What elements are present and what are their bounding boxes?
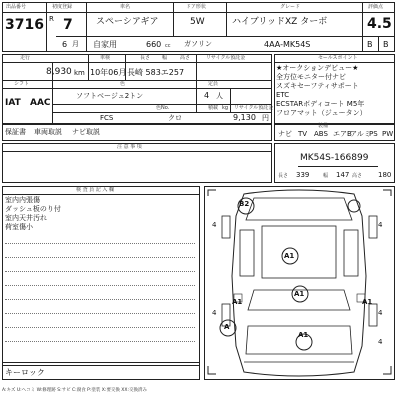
mark-b2: B2 bbox=[239, 200, 250, 208]
specs-block bbox=[2, 54, 272, 124]
frame-width: 147 bbox=[336, 171, 350, 179]
equip-airbag: エアB bbox=[333, 130, 352, 138]
specs-col-4 bbox=[196, 54, 197, 112]
frame-block bbox=[274, 143, 395, 183]
col-door bbox=[226, 2, 227, 36]
capacity-value: 4 bbox=[204, 91, 210, 100]
recycle-caption-2: リサイクル預託金 bbox=[234, 105, 274, 111]
notes-divider bbox=[2, 151, 272, 152]
use-type: 自家用 bbox=[93, 40, 117, 49]
reg-year: 7 bbox=[63, 17, 73, 33]
score-split bbox=[378, 36, 379, 52]
car-diagram bbox=[204, 186, 395, 380]
equip-alloy: アルミ bbox=[350, 130, 371, 138]
inspection-caption: 車検 bbox=[100, 55, 111, 61]
wheel-fr bbox=[369, 216, 377, 238]
reg-month-unit: 月 bbox=[72, 40, 79, 48]
bracket-tr bbox=[383, 190, 391, 196]
height-caption: 高さ bbox=[180, 55, 191, 61]
navi-manual-doc: ナビ取説 bbox=[72, 128, 100, 136]
frame-height: 180 bbox=[378, 171, 392, 179]
mileage-value: 8,930 bbox=[46, 67, 72, 77]
color-caption: 色 bbox=[120, 81, 126, 87]
col-car bbox=[173, 2, 174, 36]
dot-line-6 bbox=[5, 313, 195, 314]
mileage-unit: km bbox=[74, 69, 85, 77]
inspector-line-1: 室内内張傷 bbox=[5, 196, 40, 204]
grade-caption: グレード bbox=[280, 4, 301, 10]
length-caption: 長さ bbox=[140, 55, 151, 61]
exterior-grade: B bbox=[383, 40, 389, 49]
header-divider bbox=[2, 12, 395, 13]
mark-a1-rear: A1 bbox=[298, 331, 309, 339]
lot-number: 3716 bbox=[5, 17, 44, 33]
equip-pw: PW bbox=[382, 130, 394, 138]
frame-underline bbox=[298, 166, 378, 167]
mark-a1-left: A1 bbox=[232, 298, 243, 306]
load-caption: 積載 bbox=[208, 105, 219, 111]
model-code: 4AA-MK54S bbox=[264, 40, 311, 49]
frame-number: MK54S-166899 bbox=[300, 153, 369, 163]
transmission-b: AAC bbox=[30, 98, 51, 108]
reg-caption: 初度登録 bbox=[52, 4, 73, 10]
inspector-extra: キーロック bbox=[5, 368, 45, 377]
rating-score: 4.5 bbox=[367, 16, 392, 32]
equip-navi: ナビ bbox=[278, 130, 292, 138]
lot-caption: 出品番号 bbox=[6, 4, 27, 10]
notes-title: 注 意 事 項 bbox=[117, 144, 142, 150]
wheel-rr bbox=[369, 304, 377, 326]
left-window bbox=[240, 230, 254, 276]
registration-plate: 長崎 583エ257 bbox=[127, 68, 185, 77]
frame-length: 339 bbox=[296, 171, 310, 179]
wheel-fl bbox=[222, 216, 230, 238]
inspector-extra-box bbox=[2, 362, 200, 380]
mark-a1-side: A1 bbox=[294, 290, 305, 298]
displacement-unit: cc bbox=[165, 43, 171, 49]
warranty-doc: 保証書 bbox=[5, 128, 26, 136]
dot-line-1 bbox=[5, 243, 195, 244]
equip-tv: TV bbox=[298, 130, 308, 138]
door-caption: ドア形状 bbox=[186, 4, 206, 10]
equip-abs: ABS bbox=[314, 130, 328, 138]
dot-line-5 bbox=[5, 299, 195, 300]
interior-grade: B bbox=[367, 40, 373, 49]
sales-point-5: ECSTARボディコート M5年 bbox=[276, 100, 365, 108]
body-color: ソフトベージュ2トン bbox=[76, 92, 144, 100]
color-no-caption: 色No. bbox=[156, 105, 170, 111]
fcs-label: FCS bbox=[100, 114, 114, 122]
dot-line-2 bbox=[5, 257, 195, 258]
recycle-unit: 円 bbox=[262, 114, 269, 122]
col-score bbox=[362, 2, 363, 52]
tire-rear-left: 4 bbox=[212, 309, 217, 317]
sales-point-2: 全方位モニター付ナビ bbox=[276, 73, 346, 81]
inspector-line-4: 荷室傷小 bbox=[5, 223, 33, 231]
width-caption: 幅 bbox=[162, 55, 168, 61]
door-type: 5W bbox=[190, 17, 205, 27]
bracket-bl bbox=[208, 366, 216, 374]
shift-caption: シフト bbox=[14, 81, 30, 87]
inspector-block bbox=[2, 186, 200, 366]
manual-doc: 車両取説 bbox=[34, 128, 62, 136]
col-reg bbox=[86, 2, 87, 52]
car-name-caption: 車名 bbox=[120, 4, 131, 10]
car-name: スペーシアギア bbox=[96, 17, 159, 27]
reg-era: R bbox=[49, 15, 54, 23]
mark-a1-right: A1 bbox=[362, 298, 373, 306]
specs-row-3 bbox=[2, 88, 272, 89]
inspector-title: 検 査 員 記 入 欄 bbox=[76, 187, 114, 193]
rating-caption: 評価点 bbox=[368, 4, 384, 10]
mark-a1-roof: A1 bbox=[284, 252, 295, 260]
specs-row-1 bbox=[2, 62, 272, 63]
transmission-a: IAT bbox=[5, 98, 21, 108]
mark-a-lower: A bbox=[224, 323, 230, 331]
frame-length-label: 長さ bbox=[278, 173, 289, 179]
recycle-caption: リサイクル預託金 bbox=[206, 55, 246, 61]
tire-front-right: 4 bbox=[378, 221, 383, 229]
tire-rear-right: 4 bbox=[378, 309, 383, 317]
tire-spare: 4 bbox=[378, 338, 383, 346]
equipment-caption: 装備 bbox=[318, 123, 329, 129]
equip-ps: PS bbox=[369, 130, 378, 138]
sales-divider bbox=[274, 62, 395, 63]
dot-line-7 bbox=[5, 327, 195, 328]
color-number: クロ bbox=[168, 114, 182, 122]
inspection-date: 10年06月 bbox=[90, 68, 127, 77]
recycle-fee: 9,130 bbox=[233, 113, 256, 122]
capacity-caption: 定員 bbox=[208, 81, 219, 87]
specs-col-5 bbox=[230, 88, 231, 112]
footer-legend: A:キズ U:ヘコミ W:修理跡 S:サビ C:腐食 P:塗装 X:要交換 XX:交換済み bbox=[2, 388, 147, 393]
roof bbox=[262, 226, 336, 278]
header-divider-2 bbox=[56, 36, 362, 37]
sales-point-6: フロアマット（ジュータン） bbox=[276, 109, 367, 117]
inspector-line-2: ダッシュ板のり付 bbox=[5, 205, 61, 213]
displacement: 660 bbox=[146, 40, 162, 49]
dot-line-8 bbox=[5, 341, 195, 342]
sales-point-3: スズキセーフティサポート bbox=[276, 82, 359, 90]
grade-name: ハイブリッドXZ ターボ bbox=[232, 17, 328, 27]
frame-width-label: 幅 bbox=[323, 173, 329, 179]
fuel-type: ガソリン bbox=[184, 40, 212, 48]
inspector-line-3: 室内天井汚れ bbox=[5, 214, 47, 222]
mileage-caption: 走行 bbox=[20, 55, 31, 61]
sales-caption: セールスポイント bbox=[318, 55, 358, 61]
capacity-unit: 人 bbox=[216, 92, 223, 100]
right-window bbox=[344, 230, 358, 276]
front-panel bbox=[246, 198, 352, 220]
frame-height-label: 高さ bbox=[352, 173, 363, 179]
inspector-divider bbox=[2, 194, 200, 195]
specs-col-2 bbox=[88, 54, 89, 80]
load-unit: kg bbox=[222, 105, 229, 111]
bracket-br bbox=[383, 366, 391, 374]
sales-point-1: ★オークションデビュー★ bbox=[276, 64, 359, 72]
bracket-tl bbox=[208, 190, 216, 196]
col-lot bbox=[46, 2, 47, 52]
tire-front-left: 4 bbox=[212, 221, 217, 229]
dot-line-3 bbox=[5, 271, 195, 272]
reg-month: 6 bbox=[62, 40, 68, 49]
sales-point-4: ETC bbox=[276, 91, 290, 99]
dot-line-4 bbox=[5, 285, 195, 286]
specs-row-2 bbox=[2, 80, 272, 81]
